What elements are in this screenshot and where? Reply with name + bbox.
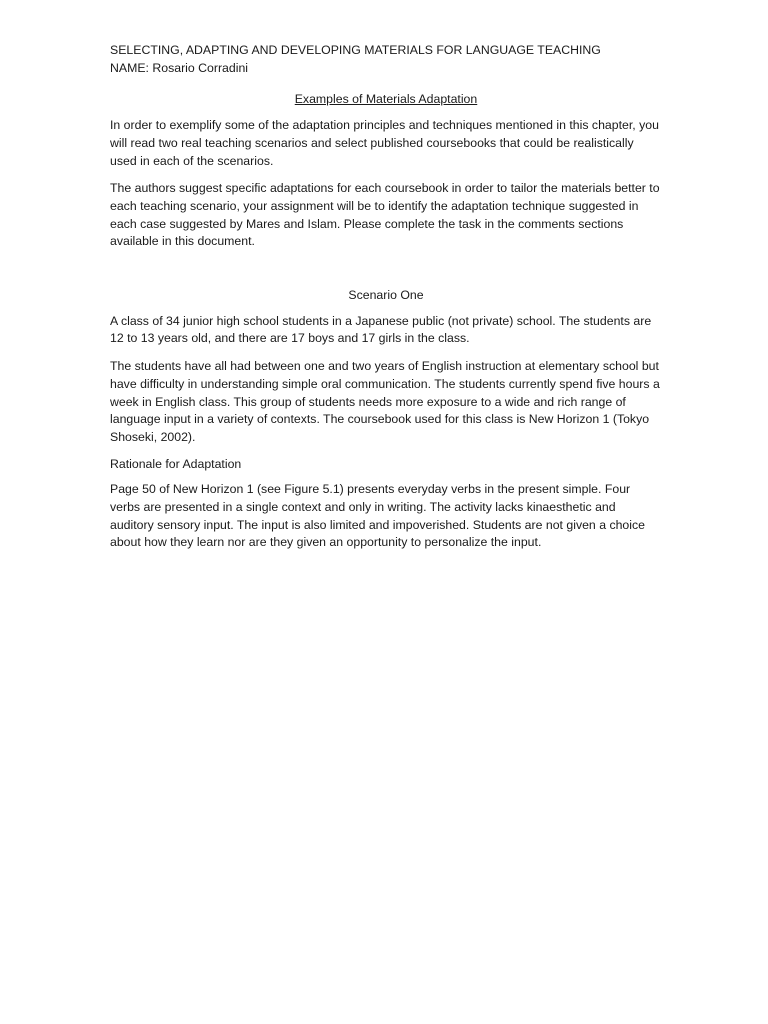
intro-paragraph-2: The authors suggest specific adaptations for each coursebook in order to tailor the materials better to each teaching scenario, your assignment will be to identify the adaptation technique suggested in each case suggested by Mares and Islam. Please complete the task in the comments sections available in this document.	[110, 181, 660, 249]
student-name: NAME: Rosario Corradini	[110, 60, 249, 75]
rationale-paragraph: Page 50 of New Horizon 1 (see Figure 5.1) presents everyday verbs in the present simple. Four verbs are presented in a single context and only in writing. The activity lacks kinaesthetic and auditory sensory input. The input is also limited and impoverished. Students are not given a choice about how they learn nor are they given an opportunity to personalize the input.	[110, 482, 645, 550]
scenario-paragraph-2: The students have all had between one and two years of English instruction at elementary school but have difficulty in understanding simple oral communication. The students currently spend five hours a week in English class. This group of students needs more exposure to a wide and rich range of language input in a variety of contexts. The coursebook used for this class is New Horizon 1 (Tokyo Shoseki, 2002).	[110, 359, 660, 444]
document-title: Examples of Materials Adaptation	[294, 92, 478, 107]
course-title: SELECTING, ADAPTING AND DEVELOPING MATERIALS FOR LANGUAGE TEACHING	[110, 43, 601, 57]
intro-paragraph-1: In order to exemplify some of the adaptation principles and techniques mentioned in this chapter, you will read two real teaching scenarios and select published coursebooks that could be realistically used in each of the scenarios.	[110, 118, 659, 168]
scenario-heading: Scenario One	[348, 288, 424, 303]
rationale-heading: Rationale for Adaptation	[110, 456, 242, 471]
document-page	[110, 42, 662, 552]
scenario-paragraph-1: A class of 34 junior high school students in a Japanese public (not private) school. The students are 12 to 13 years old, and there are 17 boys and 17 girls in the class.	[110, 313, 652, 346]
